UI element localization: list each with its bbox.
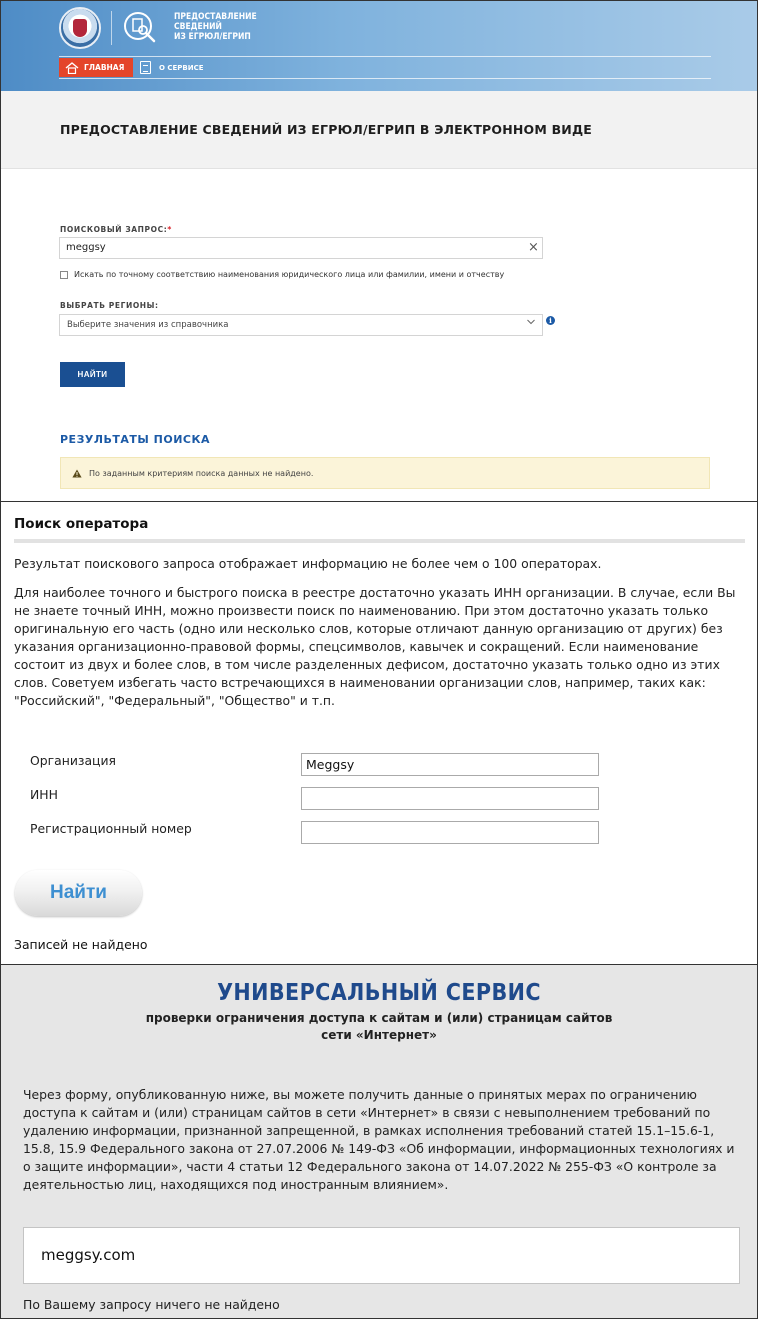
egrul-header [1, 1, 757, 91]
find-button[interactable]: НАЙТИ [60, 362, 125, 387]
nav-about-tab[interactable] [140, 58, 204, 77]
page-title: ПРЕДОСТАВЛЕНИЕ СВЕДЕНИЙ ИЗ ЕГРЮЛ/ЕГРИП В ЭЛЕКТРОННОМ ВИДЕ [60, 122, 593, 137]
required-mark: * [167, 225, 172, 234]
subtitle-line-2: сети «Интернет» [321, 1028, 437, 1042]
logo-divider [111, 11, 112, 45]
operator-no-results: Записей не найдено [14, 937, 148, 952]
registration-number-input[interactable] [301, 821, 599, 844]
universal-service-subtitle [1, 1010, 757, 1044]
regions-select[interactable]: Выберите значения из справочника [59, 314, 543, 336]
document-icon [140, 61, 151, 74]
chevron-down-icon[interactable] [527, 318, 535, 326]
egrul-panel [0, 0, 758, 501]
warning-icon [72, 469, 82, 478]
home-icon [65, 62, 79, 74]
clear-icon[interactable]: × [528, 240, 539, 255]
no-results-alert [60, 457, 710, 489]
search-query-input[interactable]: meggsy [59, 237, 543, 259]
subtitle-line-1: проверки ограничения доступа к сайтам и (или) страницам сайтов [145, 1011, 613, 1025]
exact-match-label[interactable]: Искать по точному соответствию наименования юридического лица или фамилии, имени и отчеству [74, 270, 505, 279]
info-icon[interactable]: i [546, 316, 555, 325]
search-query-label [60, 225, 172, 234]
nav-home-tab[interactable] [59, 58, 133, 77]
logo-line-1: ПРЕДОСТАВЛЕНИЕ [174, 12, 257, 22]
organization-label: Организация [30, 753, 116, 768]
logo-line-2: СВЕДЕНИЙ [174, 22, 222, 32]
regions-label: ВЫБРАТЬ РЕГИОНЫ: [60, 301, 159, 310]
results-title: РЕЗУЛЬТАТЫ ПОИСКА [60, 433, 210, 446]
registration-number-label: Регистрационный номер [30, 821, 192, 836]
site-check-input[interactable]: meggsy.com [23, 1227, 740, 1284]
site-check-no-results: По Вашему запросу ничего не найдено [23, 1297, 280, 1312]
organization-input[interactable]: Meggsy [301, 753, 599, 776]
universal-service-title: УНИВЕРСАЛЬНЫЙ СЕРВИС [217, 980, 541, 1006]
nav-top-line [59, 56, 711, 57]
universal-service-description: Через форму, опубликованную ниже, вы можете получить данные о принятых мерах по ограничению доступа к сайтам и (или) страницам сайтов в сети «Интернет» в связи с невыполнением требований по удалению информации, признанной запрещенной, в рамках исполнения требований статей 15.1–15.6-1, 15.8, 15.9 Федерального закона от 27.07.2006 № 149-ФЗ «Об информации, информационных технологиях и о защите информации», части 4 статьи 12 Федерального закона от 14.07.2022 № 255-ФЗ «О контроле за деятельностью лиц, находящихся под иностранным влиянием». [23, 1087, 735, 1192]
logo-line-3: ИЗ ЕГРЮЛ/ЕГРИП [174, 32, 251, 42]
operator-search-help: Для наиболее точного и быстрого поиска в реестре достаточно указать ИНН организации. В случае, если Вы не знаете точный ИНН, можно произвести поиск по наименованию. При этом достаточно указать только оригинальную его часть (одно или несколько слов, которые отличают данную организацию от других) без указания организационно-правовой формы, спецсимволов, кавычек и сокращений. Если наименование состоит из двух и более слов, в том числе разделенных дефисом, достаточно указать только одно из этих слов. Советуем избегать часто встречающихся в наименовании организации слов, например, таких как: "Российский", "Федеральный", "Общество" и т.п. [14, 585, 736, 708]
fns-emblem-icon[interactable] [59, 7, 101, 49]
inn-input[interactable] [301, 787, 599, 810]
nav-bottom-line [59, 78, 711, 79]
search-query-label-text: ПОИСКОВЫЙ ЗАПРОС: [60, 225, 168, 234]
logo-text[interactable] [174, 12, 264, 42]
universal-service-panel [0, 964, 758, 1319]
operator-find-button[interactable]: Найти [15, 870, 142, 916]
no-results-text: По заданным критериям поиска данных не найдено. [89, 468, 314, 478]
nav-home-label: ГЛАВНАЯ [84, 63, 125, 72]
operator-search-panel [0, 501, 758, 964]
exact-match-checkbox[interactable] [60, 271, 68, 279]
operator-limit-note: Результат поискового запроса отображает информацию не более чем о 100 операторах. [14, 556, 602, 571]
nav-about-label: О СЕРВИСЕ [159, 63, 204, 72]
title-divider [14, 539, 745, 543]
service-search-icon[interactable] [122, 10, 158, 46]
inn-label: ИНН [30, 787, 58, 802]
operator-search-title: Поиск оператора [14, 516, 149, 532]
